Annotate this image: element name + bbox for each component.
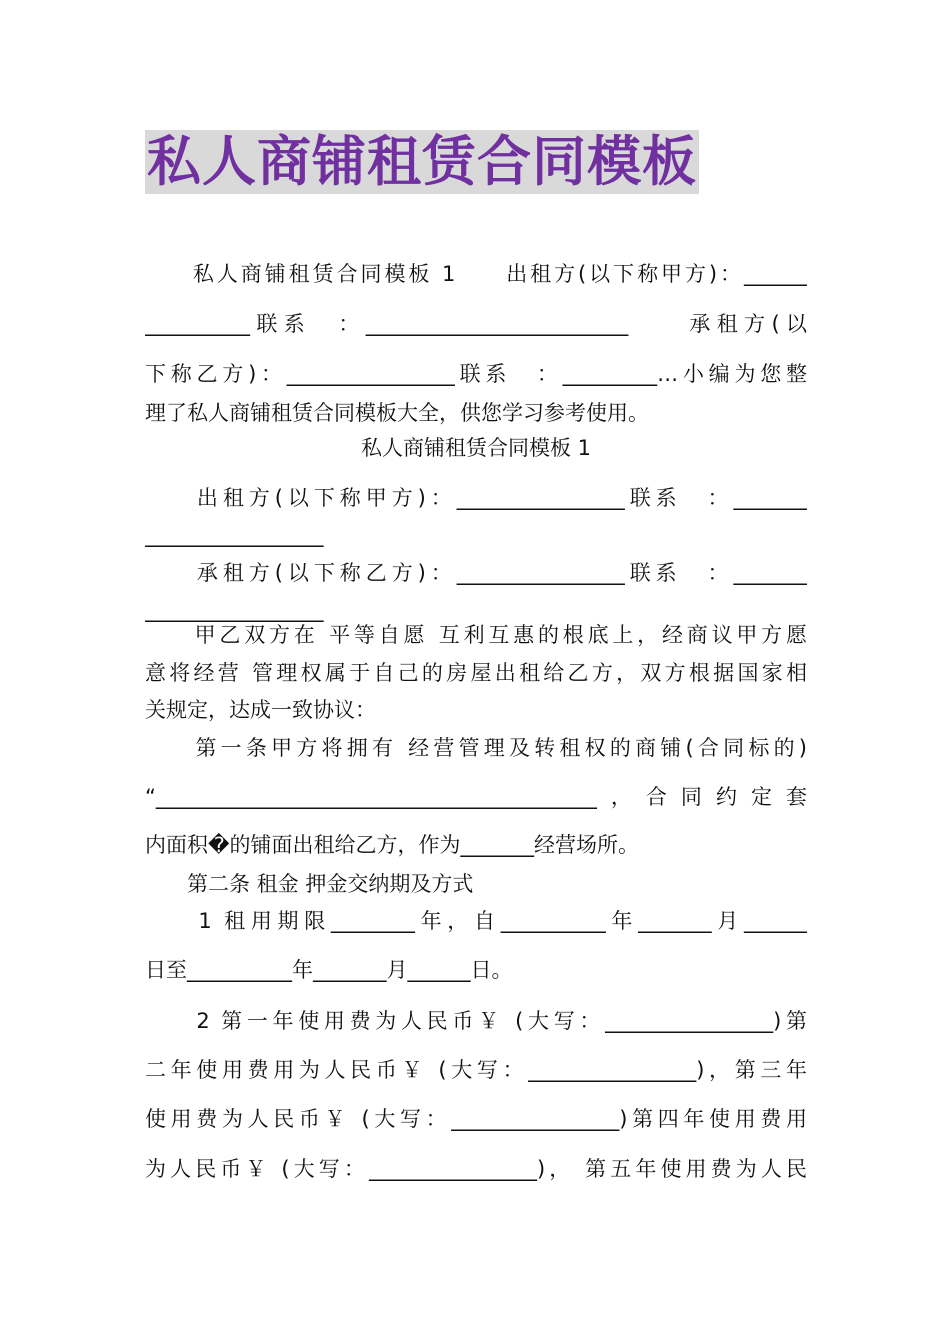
paragraph-line: 甲乙双方在 平等自愿 互利互惠的根底上，经商议甲方愿: [145, 623, 807, 647]
paragraph-line: _________________: [145, 523, 324, 547]
paragraph-line: 二年使用费用为人民币￥ (大写：________________)，第三年: [145, 1058, 807, 1082]
document-title: 私人商铺租赁合同模板: [147, 130, 697, 193]
paragraph-line: __________联系 ：_________________________ 承租方(以: [145, 312, 807, 336]
paragraph-line: “__________________________________________，合同约定套: [145, 785, 807, 809]
paragraph-line: 承租方(以下称乙方)：________________联系 ：_______: [145, 561, 807, 585]
section-heading: 私人商铺租赁合同模板 1: [360, 436, 592, 460]
paragraph-line: 理了私人商铺租赁合同模板大全，供您学习参考使用。: [145, 401, 649, 425]
paragraph-line: 出租方(以下称甲方)：________________联系 ：_______: [145, 486, 807, 510]
paragraph-line: 使用费为人民币￥ (大写：________________)第四年使用费用: [145, 1107, 807, 1131]
paragraph-line: 2 第一年使用费为人民币￥ (大写：________________)第: [145, 1009, 807, 1033]
paragraph-line: 第一条甲方将拥有 经营管理及转租权的商铺(合同标的): [145, 736, 807, 760]
paragraph-line: 内面积�的铺面出租给乙方，作为_______经营场所。: [145, 833, 640, 857]
paragraph-line: 意将经营 管理权属于自己的房屋出租给乙方，双方根据国家相: [145, 661, 807, 685]
paragraph-line: 私人商铺租赁合同模板 1 出租方(以下称甲方)：______: [145, 262, 807, 286]
paragraph-line: _________________: [145, 598, 324, 622]
section-heading: 第二条 租金 押金交纳期及方式: [145, 872, 474, 896]
paragraph-line: 日至__________年_______月______日。: [145, 958, 513, 982]
paragraph-line: 1 租用期限________年，自__________年_______月______: [145, 909, 807, 933]
paragraph-line: 下称乙方)：________________联系 ：_________…小编为您整: [145, 362, 807, 386]
paragraph-line: 为人民币￥ (大写：________________)， 第五年使用费为人民: [145, 1157, 807, 1181]
paragraph-line: 关规定，达成一致协议：: [145, 698, 376, 722]
